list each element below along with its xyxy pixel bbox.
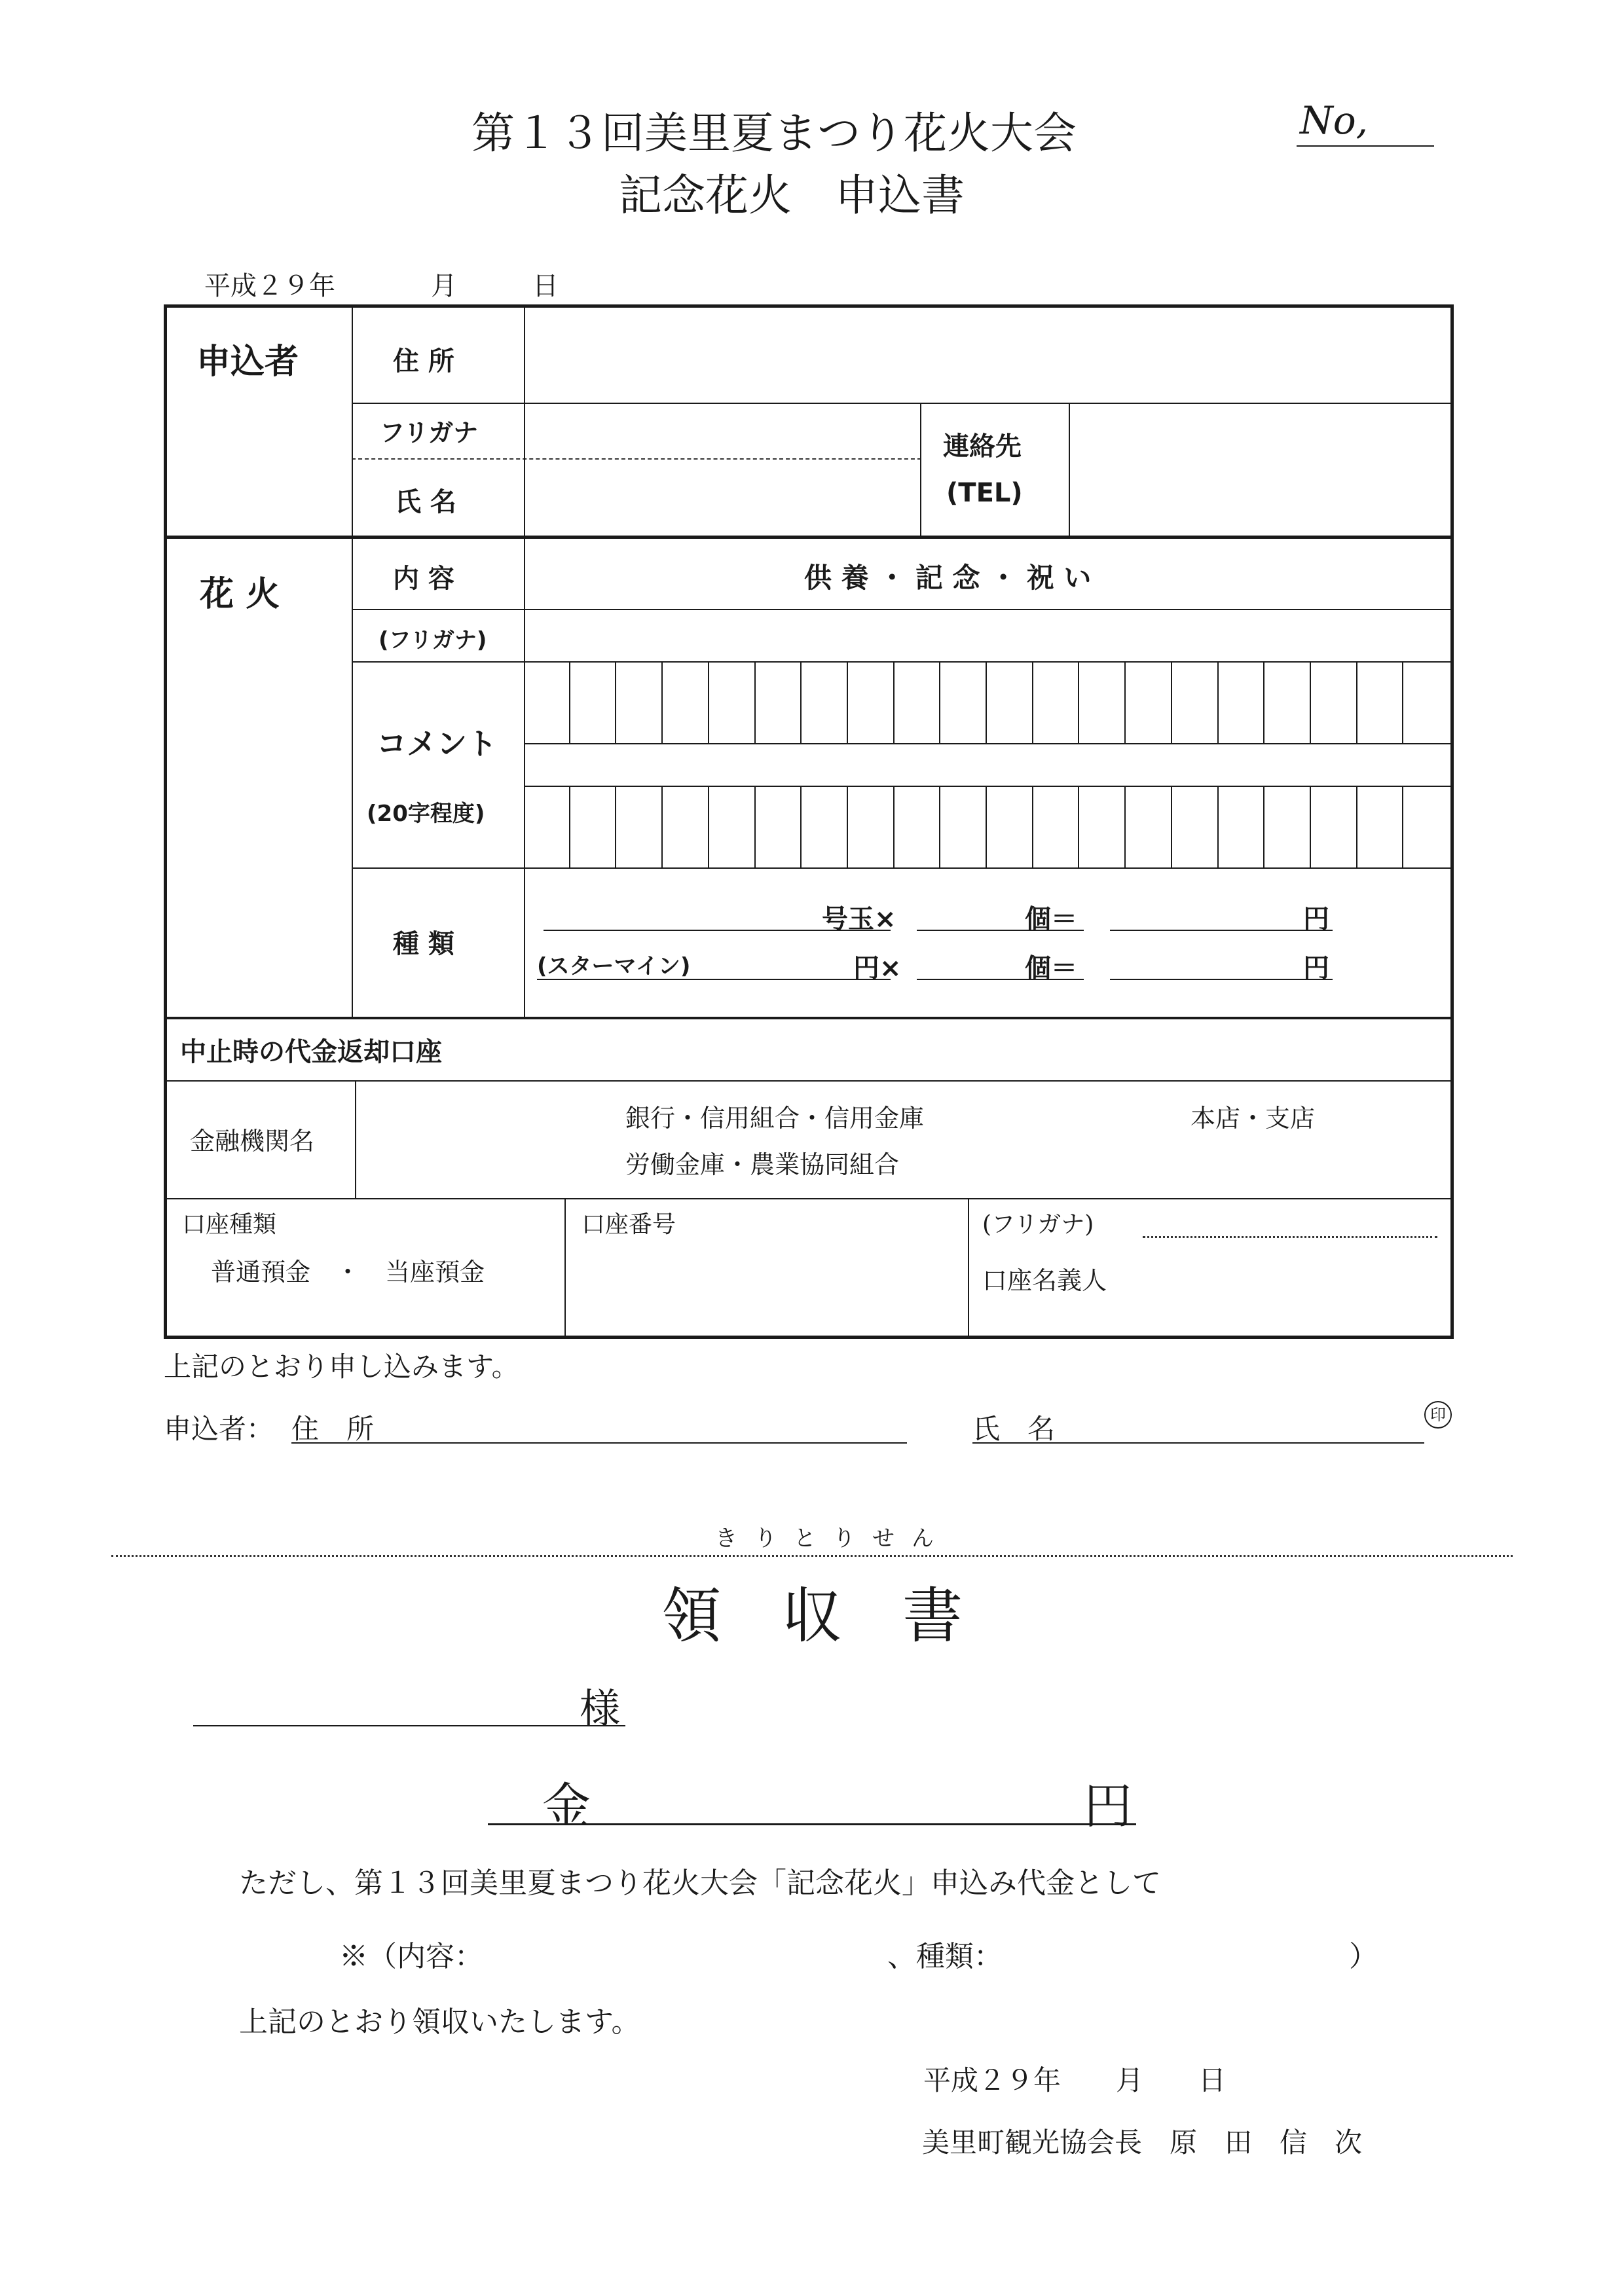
confirmation-address-label: 住 所 bbox=[291, 1413, 375, 1445]
account-number-field[interactable] bbox=[567, 1244, 965, 1336]
column-divider bbox=[920, 403, 921, 537]
amount-unit-2: 円 bbox=[1303, 953, 1329, 983]
furigana-field[interactable] bbox=[525, 404, 918, 458]
name-label: 氏 名 bbox=[395, 487, 456, 517]
form-date-era: 平成２９年 bbox=[204, 271, 335, 301]
receipt-recipient-field[interactable] bbox=[193, 1725, 625, 1726]
divider-applicant bbox=[164, 536, 1454, 539]
comment-grid-row2[interactable] bbox=[524, 786, 1449, 868]
comment-note: (20字程度) bbox=[367, 801, 485, 827]
fireworks-section-label: 花 火 bbox=[200, 575, 280, 614]
receipt-description: ただし、第１３回美里夏まつり花火大会「記念花火」申込み代金として bbox=[239, 1867, 1161, 1900]
fireworks-furigana-field[interactable] bbox=[525, 610, 1450, 660]
cutline-label: きりとりせん bbox=[715, 1525, 951, 1552]
receipt-date: 平成２９年 月 日 bbox=[923, 2064, 1227, 2096]
receipt-amount-suffix: 円 bbox=[1084, 1778, 1132, 1834]
divider bbox=[164, 1198, 1454, 1199]
shell-size-unit: 号玉× bbox=[822, 904, 896, 934]
account-number-label: 口座番号 bbox=[581, 1211, 676, 1238]
address-label: 住 所 bbox=[393, 346, 454, 376]
column-divider bbox=[355, 1080, 356, 1199]
receipt-amount-field[interactable] bbox=[488, 1823, 1136, 1825]
content-label: 内 容 bbox=[393, 564, 454, 594]
receipt-note-type: 、種類： bbox=[887, 1940, 1003, 1973]
account-holder-label: 口座名義人 bbox=[982, 1266, 1107, 1295]
column-divider bbox=[564, 1198, 566, 1339]
comment-label: コメント bbox=[377, 726, 497, 761]
receipt-statement: 上記のとおり領収いたします。 bbox=[239, 2005, 640, 2039]
amount-field-2[interactable] bbox=[1110, 979, 1333, 980]
receipt-note-open: ※（内容： bbox=[339, 1940, 483, 1973]
confirmation-name-label: 氏 名 bbox=[972, 1413, 1056, 1445]
starmine-price-field[interactable] bbox=[537, 979, 891, 980]
form-subtitle: 記念花火 申込書 bbox=[619, 170, 965, 221]
branch-options[interactable]: 本店・支店 bbox=[1190, 1104, 1316, 1133]
divider bbox=[524, 743, 1454, 744]
cutline bbox=[111, 1555, 1513, 1557]
content-options[interactable]: 供 養 ・ 記 念 ・ 祝 い bbox=[804, 562, 1092, 594]
fireworks-furigana-label: (フリガナ) bbox=[378, 627, 487, 653]
tel-field[interactable] bbox=[1070, 404, 1450, 535]
amount-unit-1: 円 bbox=[1303, 904, 1329, 934]
institution-label: 金融機関名 bbox=[190, 1127, 315, 1156]
confirmation-name-field[interactable] bbox=[972, 1442, 1424, 1444]
confirmation-applicant-prefix: 申込者： bbox=[164, 1413, 274, 1445]
contact-label: 連絡先 bbox=[943, 431, 1022, 462]
account-furigana-label: (フリガナ) bbox=[982, 1211, 1094, 1238]
furigana-label: フリガナ bbox=[380, 418, 479, 447]
institution-options-1[interactable]: 銀行・信用組合・信用金庫 bbox=[625, 1104, 925, 1133]
receipt-honorific: 様 bbox=[580, 1685, 621, 1732]
form-number-line bbox=[1297, 145, 1434, 147]
starmine-label: (スターマイン) bbox=[537, 953, 691, 979]
name-field[interactable] bbox=[525, 460, 918, 535]
applicant-section-label: 申込者 bbox=[196, 342, 299, 382]
form-date-day: 日 bbox=[532, 271, 559, 301]
quantity-unit-2: 個＝ bbox=[1025, 953, 1077, 983]
receipt-title: 領 収 書 bbox=[661, 1581, 963, 1651]
refund-title: 中止時の代金返却口座 bbox=[180, 1037, 442, 1067]
starmine-price-unit: 円× bbox=[853, 953, 902, 983]
confirmation-statement: 上記のとおり申し込みます。 bbox=[164, 1351, 519, 1383]
seal-mark: 印 bbox=[1424, 1401, 1452, 1429]
divider-dashed bbox=[352, 458, 921, 460]
address-field[interactable] bbox=[524, 306, 1450, 401]
receipt-issuer: 美里町観光協会長 原 田 信 次 bbox=[922, 2126, 1363, 2159]
quantity-unit-1: 個＝ bbox=[1025, 904, 1077, 934]
form-date-month: 月 bbox=[431, 271, 457, 301]
divider-refund bbox=[164, 1017, 1454, 1019]
confirmation-address-field[interactable] bbox=[291, 1442, 907, 1444]
column-divider bbox=[352, 304, 353, 1018]
account-type-label: 口座種類 bbox=[182, 1211, 277, 1238]
divider bbox=[164, 1080, 1454, 1082]
receipt-amount-prefix: 金 bbox=[542, 1778, 591, 1834]
form-number-label: No, bbox=[1300, 98, 1369, 143]
type-label: 種 類 bbox=[393, 929, 454, 959]
tel-label: (TEL) bbox=[946, 478, 1023, 508]
account-furigana-field[interactable] bbox=[1143, 1236, 1437, 1238]
column-divider bbox=[968, 1198, 969, 1339]
comment-grid-row1[interactable] bbox=[524, 661, 1449, 744]
amount-field-1[interactable] bbox=[1110, 930, 1333, 931]
receipt-note-close: ） bbox=[1349, 1940, 1378, 1973]
form-title: 第１３回美里夏まつり花火大会 bbox=[471, 108, 1077, 158]
institution-options-2[interactable]: 労働金庫・農業協同組合 bbox=[625, 1150, 900, 1179]
account-type-options[interactable]: 普通預金 ・ 当座預金 bbox=[211, 1258, 485, 1286]
